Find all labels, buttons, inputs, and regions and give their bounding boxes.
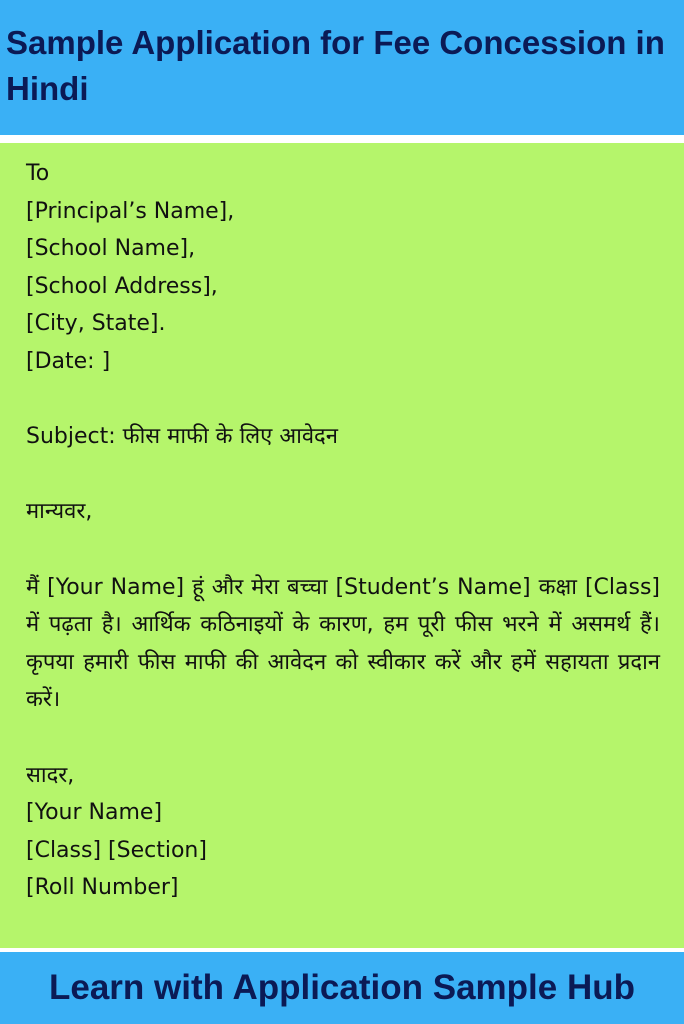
signature-line: [Class] [Section] xyxy=(26,837,207,863)
letter-to: To xyxy=(26,161,50,186)
divider xyxy=(0,135,684,143)
letter-paragraph: मैं [Your Name] हूं और मेरा बच्चा [Student’s Name] कक्षा [Class] में पढ़ता है। आर्थिक कठिनाइयों के कारण, हम पूरी फीस भरने में असमर्थ हैं। कृपया हमारी फीस माफी की आवेदन को स्वीकार करें और हमें सहायता प्रदान करें। xyxy=(26,574,660,713)
letter-closing: सादर, xyxy=(26,762,75,788)
header-banner xyxy=(0,0,684,135)
address-line: [Date: ] xyxy=(26,348,111,374)
address-line: [Principal’s Name], xyxy=(26,198,235,224)
letter-body xyxy=(0,143,684,948)
address-line: [School Address], xyxy=(26,273,218,299)
signature-line: [Your Name] xyxy=(26,800,163,826)
letter-subject: Subject: फीस माफी के लिए आवेदन xyxy=(26,424,338,450)
address-line: [School Name], xyxy=(26,236,196,262)
letter-salutation: मान्यवर, xyxy=(26,499,93,525)
page-title: Sample Application for Fee Concession in Hindi xyxy=(6,24,665,107)
footer-text: Learn with Application Sample Hub xyxy=(49,968,635,1007)
signature-line: [Roll Number] xyxy=(26,875,179,901)
address-line: [City, State]. xyxy=(26,311,166,337)
footer-banner xyxy=(0,952,684,1024)
